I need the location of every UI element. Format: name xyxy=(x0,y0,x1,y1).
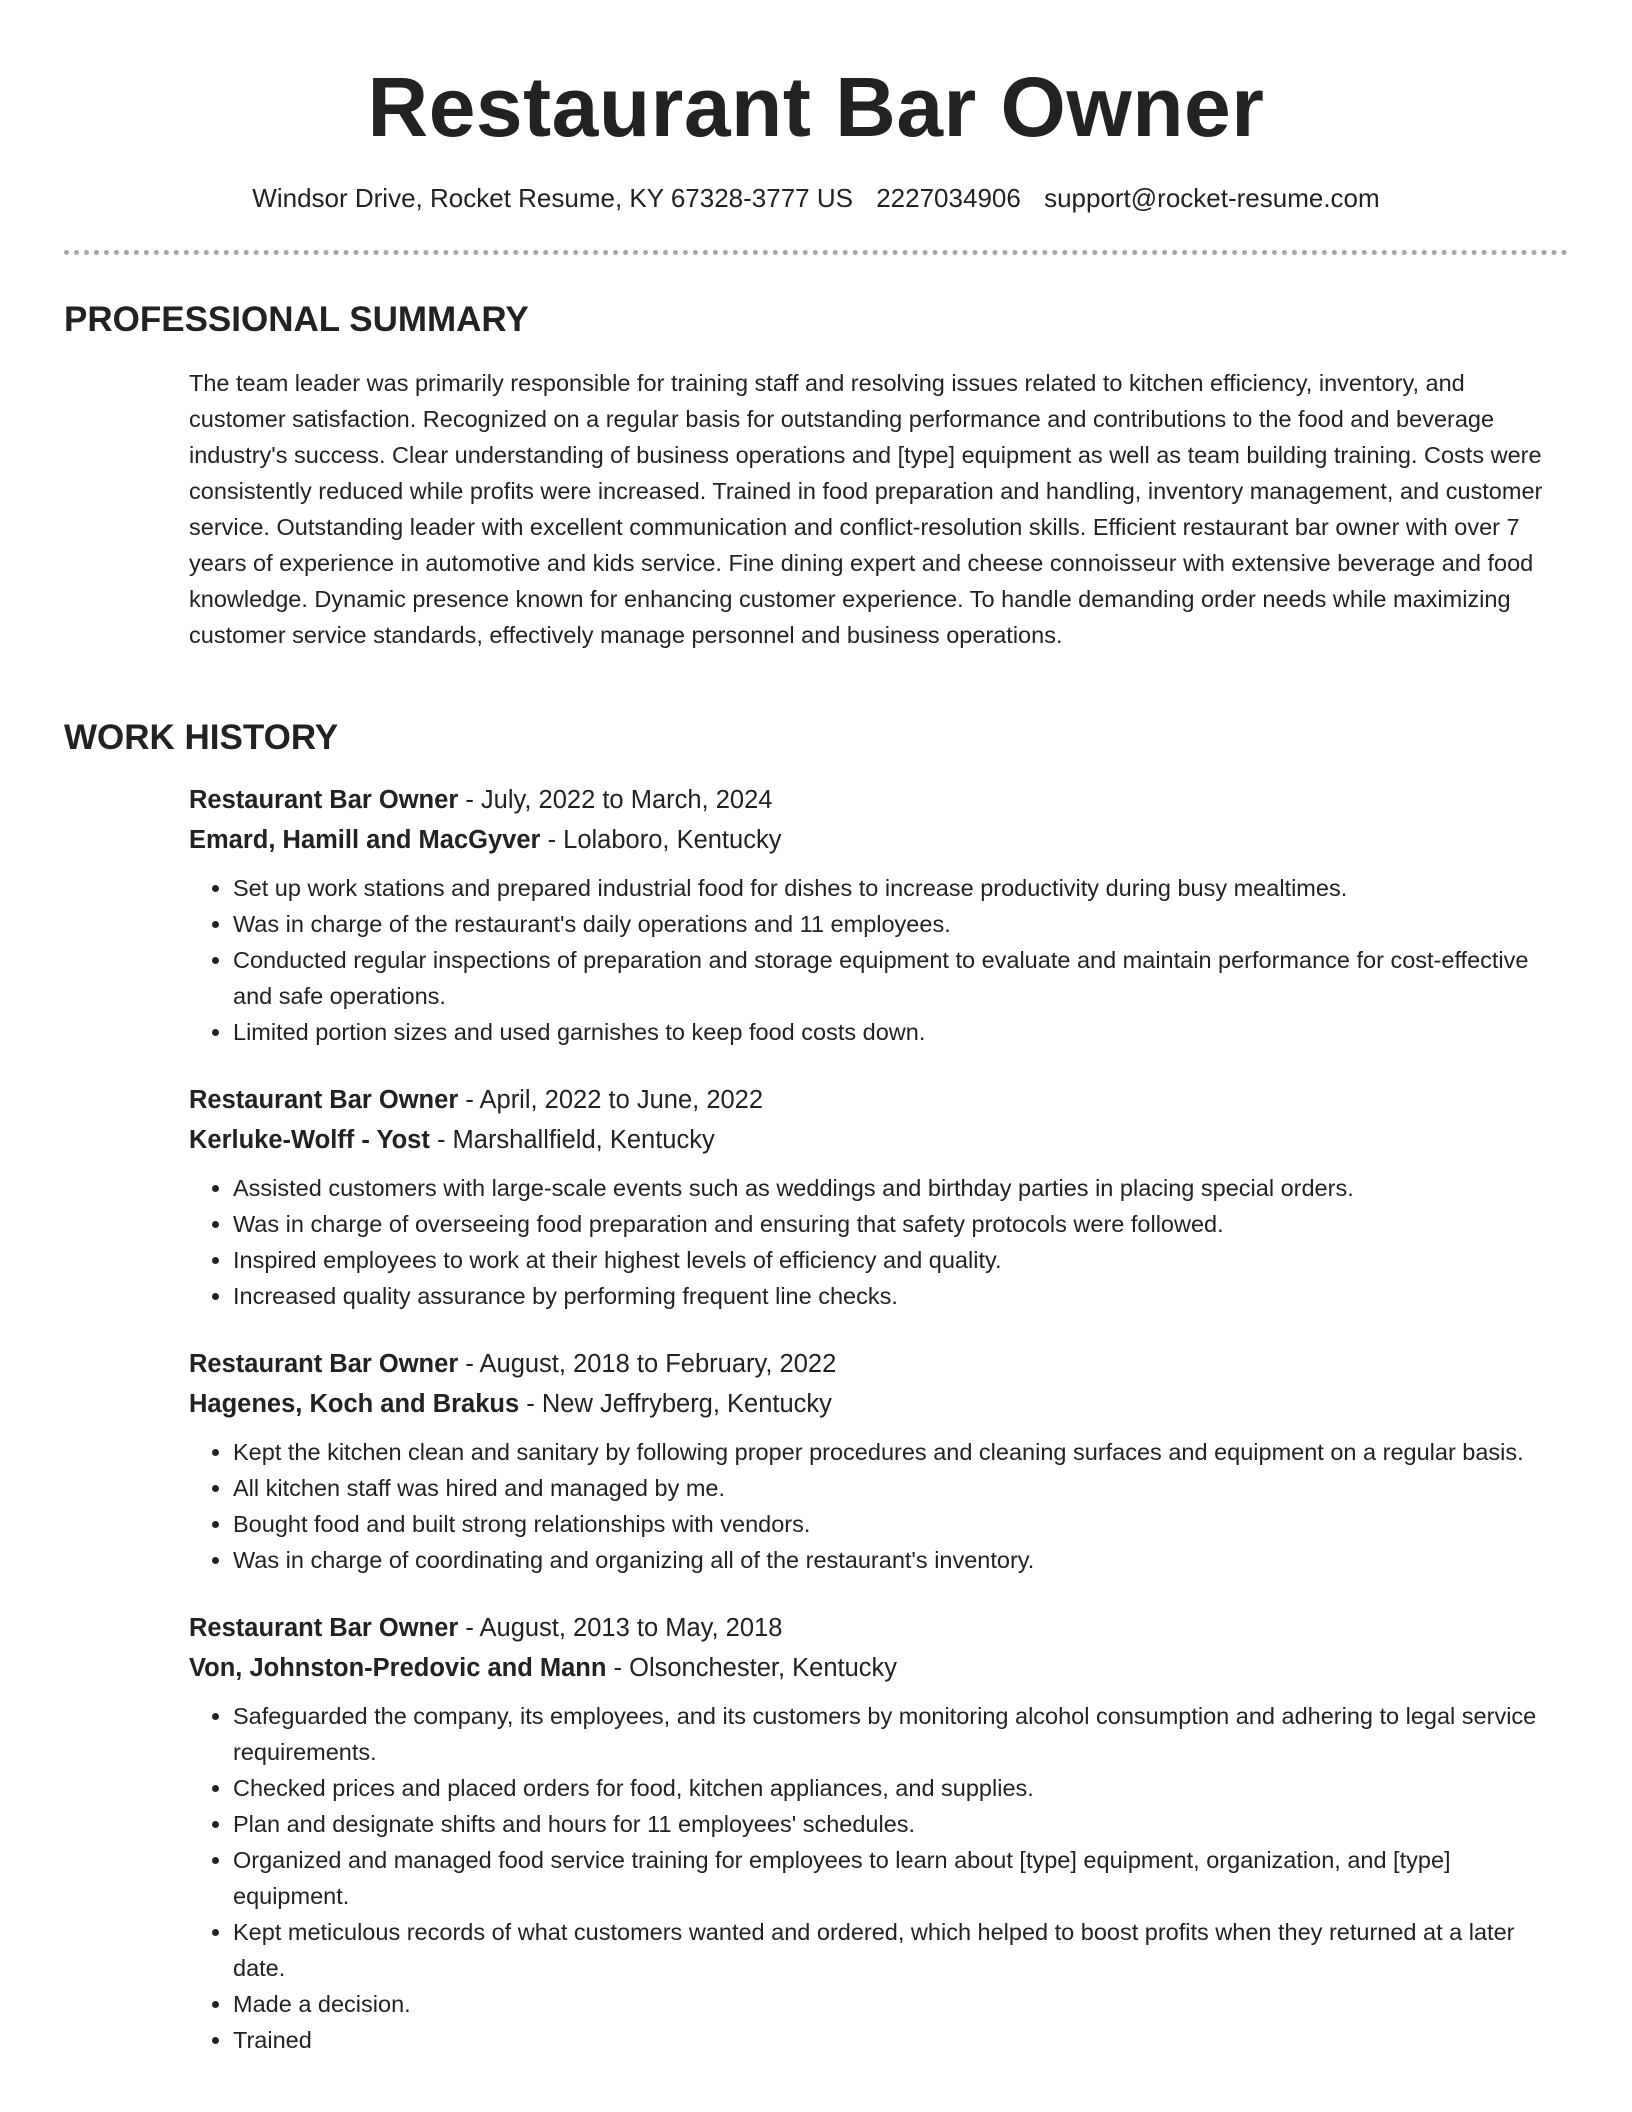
list-item: • Checked prices and placed orders for food, kitchen appliances, and supplies. xyxy=(233,1770,1567,1806)
job-bullets xyxy=(189,1698,1567,2058)
list-item: • Inspired employees to work at their highest levels of efficiency and quality. xyxy=(233,1242,1567,1278)
job-location: - Olsonchester, Kentucky xyxy=(606,1654,898,1682)
resume-name: Restaurant Bar Owner xyxy=(367,60,1265,154)
contact-line xyxy=(0,180,1632,216)
job-role: Restaurant Bar Owner xyxy=(189,1086,459,1114)
list-item: • Limited portion sizes and used garnishes to keep food costs down. xyxy=(233,1014,1567,1050)
job-location: - Marshallfield, Kentucky xyxy=(429,1126,715,1154)
job-entry xyxy=(189,1608,1567,2058)
job-dates: - August, 2013 to May, 2018 xyxy=(458,1614,783,1642)
list-item: • Assisted customers with large-scale events such as weddings and birthday parties in placing special orders. xyxy=(233,1170,1567,1206)
job-location: - New Jeffryberg, Kentucky xyxy=(519,1390,832,1418)
work-history-list xyxy=(189,780,1567,2088)
list-item: • Was in charge of the restaurant's daily operations and 11 employees. xyxy=(233,906,1567,942)
job-bullets xyxy=(189,1170,1567,1314)
list-item: • Safeguarded the company, its employees, and its customers by monitoring alcohol consumption and adhering to legal service requirements. xyxy=(233,1698,1567,1770)
list-item: • Plan and designate shifts and hours for 11 employees' schedules. xyxy=(233,1806,1567,1842)
list-item: • Conducted regular inspections of preparation and storage equipment to evaluate and maintain performance for cost-effective and safe operations. xyxy=(233,942,1567,1014)
contact-email: support@rocket-resume.com xyxy=(1044,183,1380,213)
job-dates: - August, 2018 to February, 2022 xyxy=(458,1350,837,1378)
job-role: Restaurant Bar Owner xyxy=(189,786,459,814)
job-entry xyxy=(189,780,1567,1050)
list-item: • Was in charge of overseeing food preparation and ensuring that safety protocols were followed. xyxy=(233,1206,1567,1242)
list-item: • Set up work stations and prepared industrial food for dishes to increase productivity during busy mealtimes. xyxy=(233,870,1567,906)
job-company-line xyxy=(189,1120,1567,1160)
job-title-line xyxy=(189,1344,1567,1384)
list-item: • Kept the kitchen clean and sanitary by following proper procedures and cleaning surfaces and equipment on a regular basis. xyxy=(233,1434,1567,1470)
contact-address: Windsor Drive, Rocket Resume, KY 67328-3777 US xyxy=(252,183,853,213)
job-dates: - July, 2022 to March, 2024 xyxy=(458,786,773,814)
list-item: • Increased quality assurance by performing frequent line checks. xyxy=(233,1278,1567,1314)
work-history-heading: WORK HISTORY xyxy=(64,718,339,757)
job-title-line xyxy=(189,1080,1567,1120)
job-title-line xyxy=(189,1608,1567,1648)
job-company: Kerluke-Wolff - Yost xyxy=(189,1126,430,1154)
job-company-line xyxy=(189,820,1567,860)
job-company: Emard, Hamill and MacGyver xyxy=(189,826,541,854)
job-role: Restaurant Bar Owner xyxy=(189,1350,459,1378)
job-entry xyxy=(189,1080,1567,1314)
summary-text: The team leader was primarily responsible for training staff and resolving issues related to kitchen efficiency, inventory, and customer satisfaction. Recognized on a regular basis for outstanding performance and contributions to the food and beverage industry's success. Clear understanding of business operations and [type] equipment as well as team building training. Costs were consistently reduced while profits were increased. Trained in food preparation and handling, inventory management, and customer service. Outstanding leader with excellent communication and conflict-resolution skills. Efficient restaurant bar owner with over 7 years of experience in automotive and kids service. Fine dining expert and cheese connoisseur with extensive beverage and food knowledge. Dynamic presence known for enhancing customer experience. To handle demanding order needs while maximizing customer service standards, effectively manage personnel and business operations. xyxy=(189,370,1543,648)
list-item: • Was in charge of coordinating and organizing all of the restaurant's inventory. xyxy=(233,1542,1567,1578)
job-role: Restaurant Bar Owner xyxy=(189,1614,459,1642)
list-item: • Kept meticulous records of what customers wanted and ordered, which helped to boost profits when they returned at a later date. xyxy=(233,1914,1567,1986)
list-item: • Bought food and built strong relationships with vendors. xyxy=(233,1506,1567,1542)
list-item: • All kitchen staff was hired and managed by me. xyxy=(233,1470,1567,1506)
job-company-line xyxy=(189,1384,1567,1424)
job-location: - Lolaboro, Kentucky xyxy=(540,826,782,854)
job-dates: - April, 2022 to June, 2022 xyxy=(458,1086,764,1114)
list-item: • Made a decision. xyxy=(233,1986,1567,2022)
summary-heading: PROFESSIONAL SUMMARY xyxy=(64,300,529,339)
job-company: Von, Johnston-Predovic and Mann xyxy=(189,1654,607,1682)
header-divider xyxy=(64,250,1568,255)
job-company: Hagenes, Koch and Brakus xyxy=(189,1390,520,1418)
list-item: • Organized and managed food service training for employees to learn about [type] equipment, organization, and [type] equipment. xyxy=(233,1842,1567,1914)
list-item: • Trained xyxy=(233,2022,1567,2058)
job-company-line xyxy=(189,1648,1567,1688)
contact-phone: 2227034906 xyxy=(876,183,1021,213)
job-entry xyxy=(189,1344,1567,1578)
job-title-line xyxy=(189,780,1567,820)
job-bullets xyxy=(189,1434,1567,1578)
job-bullets xyxy=(189,870,1567,1050)
